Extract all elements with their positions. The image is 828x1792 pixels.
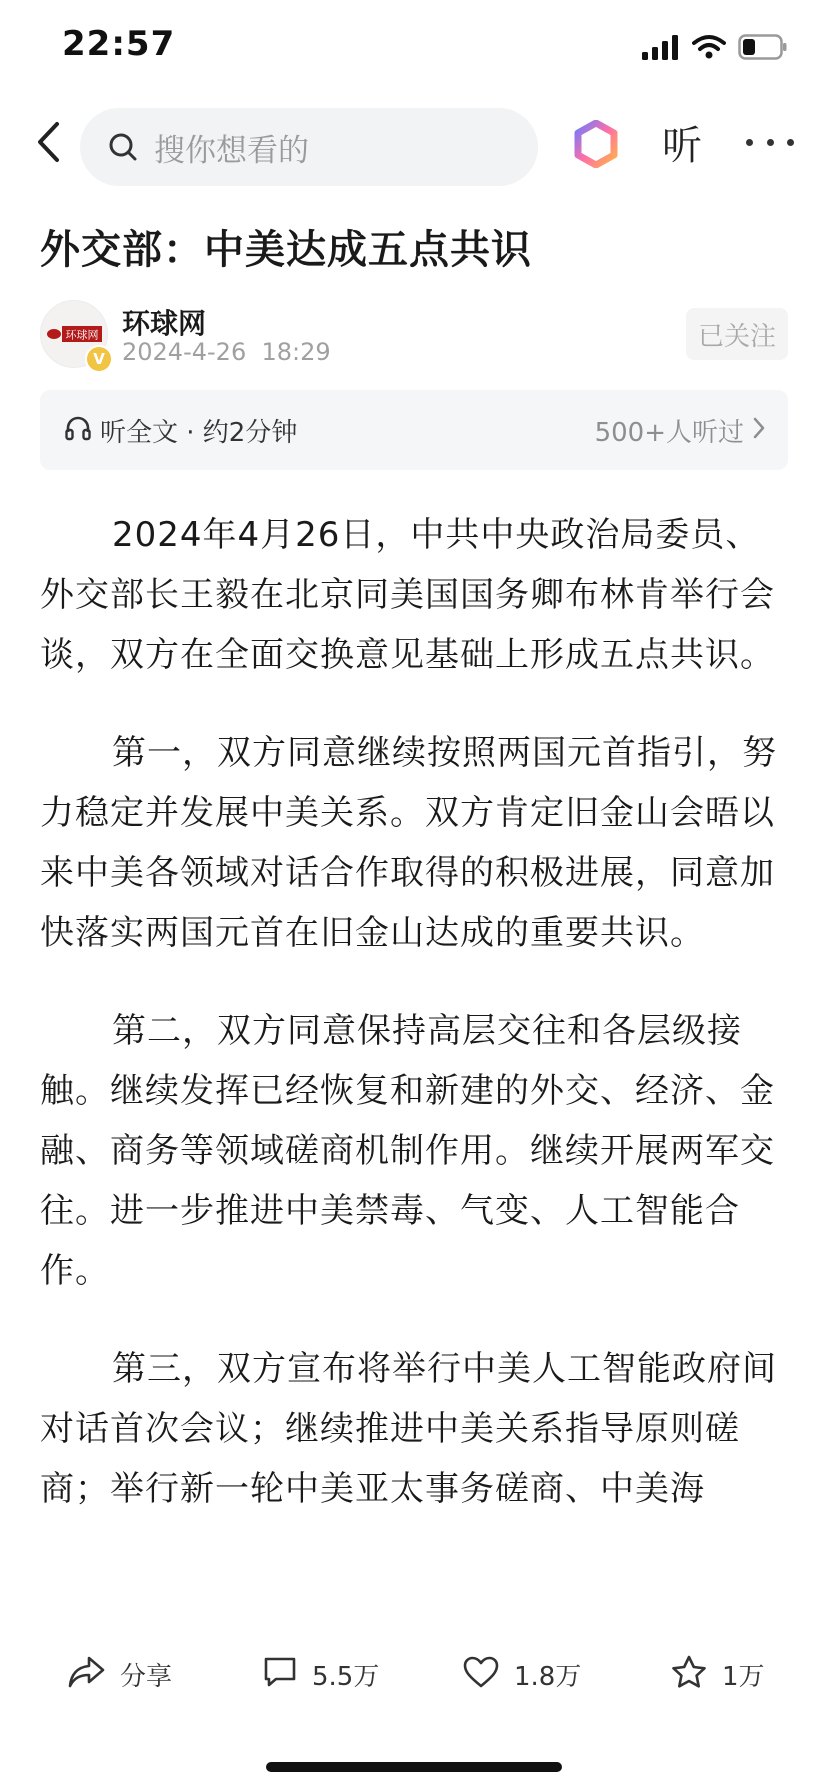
back-arrow-icon <box>35 121 61 167</box>
search-placeholder: 搜你想看的 <box>154 132 309 169</box>
publish-time <box>122 338 331 366</box>
svg-text:环球网: 环球网 <box>65 328 99 342</box>
publish-clock: 18:29 <box>261 338 331 366</box>
ai-assistant-icon <box>572 153 620 172</box>
like-count: 1.8万 <box>514 1661 582 1692</box>
nav-bar <box>0 104 828 184</box>
search-input[interactable] <box>80 108 538 186</box>
ai-assistant-button[interactable] <box>572 120 620 168</box>
back-button[interactable] <box>28 120 68 168</box>
like-button[interactable] <box>462 1650 581 1698</box>
share-label: 分享 <box>120 1661 173 1692</box>
favorite-button[interactable] <box>670 1650 765 1698</box>
chevron-right-icon <box>752 416 766 444</box>
author-name[interactable]: 环球网 <box>122 307 207 340</box>
article-body <box>40 505 790 1630</box>
paragraph: 第三，双方宣布将举行中美人工智能政府间对话首次会议；继续推进中美关系指导原则磋商；举行新一轮中美亚太事务磋商、中美海 <box>40 1349 777 1509</box>
audio-label: 听全文 · 约2分钟 <box>100 417 298 448</box>
avatar[interactable] <box>40 300 108 368</box>
status-icons <box>642 34 788 64</box>
home-indicator <box>266 1762 562 1772</box>
heart-icon <box>462 1655 500 1693</box>
comment-icon <box>262 1655 298 1693</box>
comment-button[interactable] <box>262 1650 379 1698</box>
audio-right <box>595 390 766 470</box>
status-bar <box>0 0 828 100</box>
search-icon <box>106 130 140 164</box>
listen-full-article-bar[interactable] <box>40 390 788 470</box>
wifi-icon <box>692 34 726 64</box>
verified-badge: V <box>85 345 113 373</box>
more-icon <box>746 139 794 146</box>
share-icon <box>68 1655 106 1693</box>
audio-left <box>64 390 297 470</box>
huanqiu-logo <box>45 322 103 346</box>
paragraph: 第一，双方同意继续按照两国元首指引，努力稳定并发展中美关系。双方肯定旧金山会晤以来中美各领域对话合作取得的积极进展，同意加快落实两国元首在旧金山达成的重要共识。 <box>40 733 777 953</box>
cellular-signal-icon <box>642 34 680 64</box>
listener-count: 500+人听过 <box>594 417 744 448</box>
publish-date: 2024-4-26 <box>122 338 247 366</box>
paragraph: 第二，双方同意保持高层交往和各层级接触。继续发挥已经恢复和新建的外交、经济、金融、商务等领域磋商机制作用。继续开展两军交往。进一步推进中美禁毒、气变、人工智能合作。 <box>40 1011 775 1291</box>
listen-button[interactable]: 听 <box>662 123 702 169</box>
status-time: 22:57 <box>62 24 176 64</box>
follow-button[interactable]: 已关注 <box>686 308 788 360</box>
battery-icon <box>738 34 788 64</box>
star-icon <box>670 1654 708 1694</box>
paragraph: 2024年4月26日，中共中央政治局委员、外交部长王毅在北京同美国国务卿布林肯举行会谈，双方在全面交换意见基础上形成五点共识。 <box>40 515 775 675</box>
headphones-icon <box>64 414 92 446</box>
favorite-count: 1万 <box>722 1661 765 1692</box>
article-title: 外交部：中美达成五点共识 <box>40 227 532 273</box>
author-row <box>40 300 788 370</box>
more-button[interactable] <box>746 128 794 156</box>
bottom-action-bar <box>0 1630 828 1720</box>
comment-count: 5.5万 <box>312 1661 380 1692</box>
share-button[interactable] <box>68 1650 172 1698</box>
